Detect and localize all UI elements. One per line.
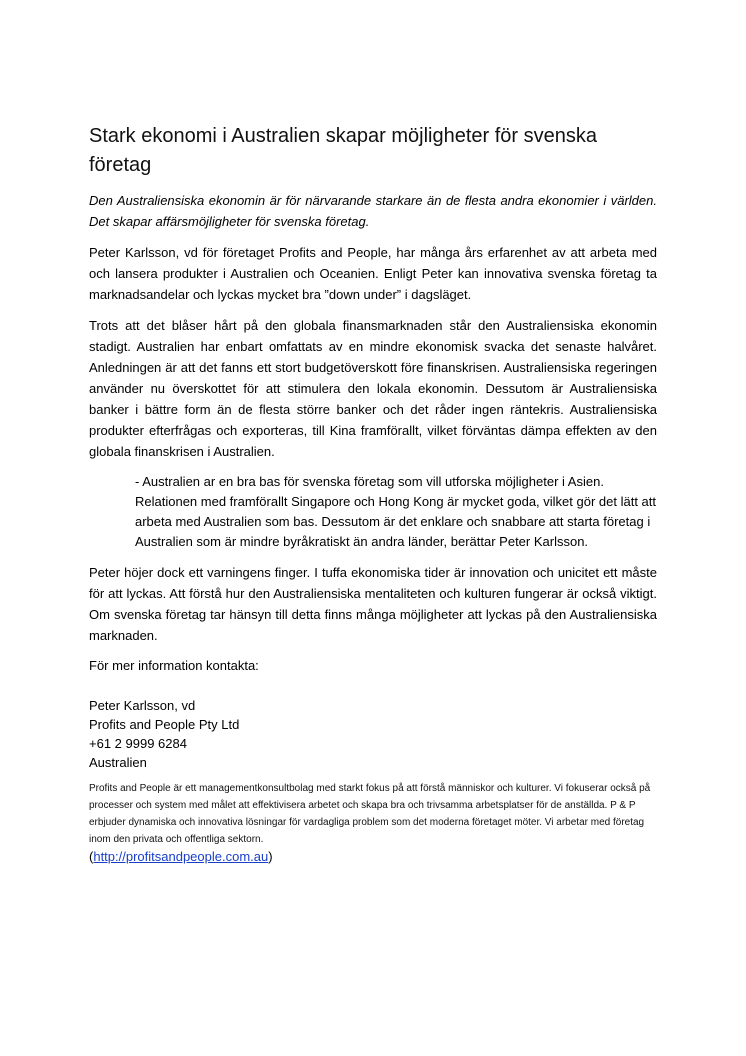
lead-paragraph: Den Australiensiska ekonomin är för närvarande starkare än de flesta andra ekonomier i världen. Det skapar affärsmöjligheter för svenska företag.: [89, 193, 657, 229]
contact-phone: +61 2 9999 6284: [89, 736, 187, 751]
company-description: Profits and People är ett managementkonsultbolag med starkt fokus på att förstå människor och kulturer. Vi fokuserar också på processer och system med målet att effektivisera arbetet och skapa bra och trivsamma arbetsplatser för de anställda. P & P erbjuder dynamiska och innovativa lösningar för vardagliga problem som det moderna företaget möter. Vi arbetar med företag inom den privata och offentliga sektorn.: [89, 783, 651, 845]
contact-name: Peter Karlsson, vd: [89, 698, 196, 713]
website-line: [89, 848, 657, 866]
link-open-paren: (: [89, 849, 94, 864]
contact-country: Australien: [89, 755, 147, 770]
page-title: Stark ekonomi i Australien skapar möjligheter för svenska företag: [89, 125, 598, 176]
contact-block: [89, 696, 657, 772]
quote-paragraph: - Australien ar en bra bas för svenska företag som vill utforska möjligheter i Asien. Relationen med framförallt Singapore och Hong Kong är mycket goda, vilket gör det lätt att arbeta med Australien som bas. Dessutom är det enklare och snabbare att starta företag i Australien som är mindre byråkratiskt än andra länder, berättar Peter Karlsson.: [135, 474, 657, 549]
body-paragraph-3: Peter höjer dock ett varningens finger. I tuffa ekonomiska tider är innovation och unicitet ett måste för att lyckas. Att förstå hur den Australiensiska mentaliteten och kulturen fungerar är också viktigt. Om svenska företag tar hänsyn till detta finns många möjligheter att lyckas på den Australiensiska marknaden.: [89, 565, 657, 643]
body-paragraph-1: Peter Karlsson, vd för företaget Profits and People, har många års erfarenhet av att arbeta med och lansera produkter i Australien och Oceanien. Enligt Peter kan innovativa svenska företag ta marknadsandelar och lyckas mycket bra ”down under” i dagsläget.: [89, 245, 657, 302]
link-close-paren: ): [268, 849, 273, 864]
contact-company: Profits and People Pty Ltd: [89, 717, 240, 732]
body-paragraph-2: Trots att det blåser hårt på den globala finansmarknaden står den Australiensiska ekonomin stadigt. Australien har enbart omfattats av en mindre ekonomisk svacka det senaste halvåret. Anledningen är att det fanns ett stort budgetöverskott före finanskrisen. Australiensiska regeringen använder nu överskottet för att stimulera den lokala ekonomin. Dessutom är Australiensiska banker i bättre form än de flesta större banker och det råder ingen räntekris. Australiensiska produkter efterfrågas och exporteras, till Kina framförallt, vilket förväntas dämpa effekten av den globala finanskrisen i Australien.: [89, 318, 657, 459]
website-link[interactable]: http://profitsandpeople.com.au: [93, 849, 269, 864]
contact-heading: För mer information kontakta:: [89, 658, 259, 673]
document-body: [89, 122, 657, 866]
